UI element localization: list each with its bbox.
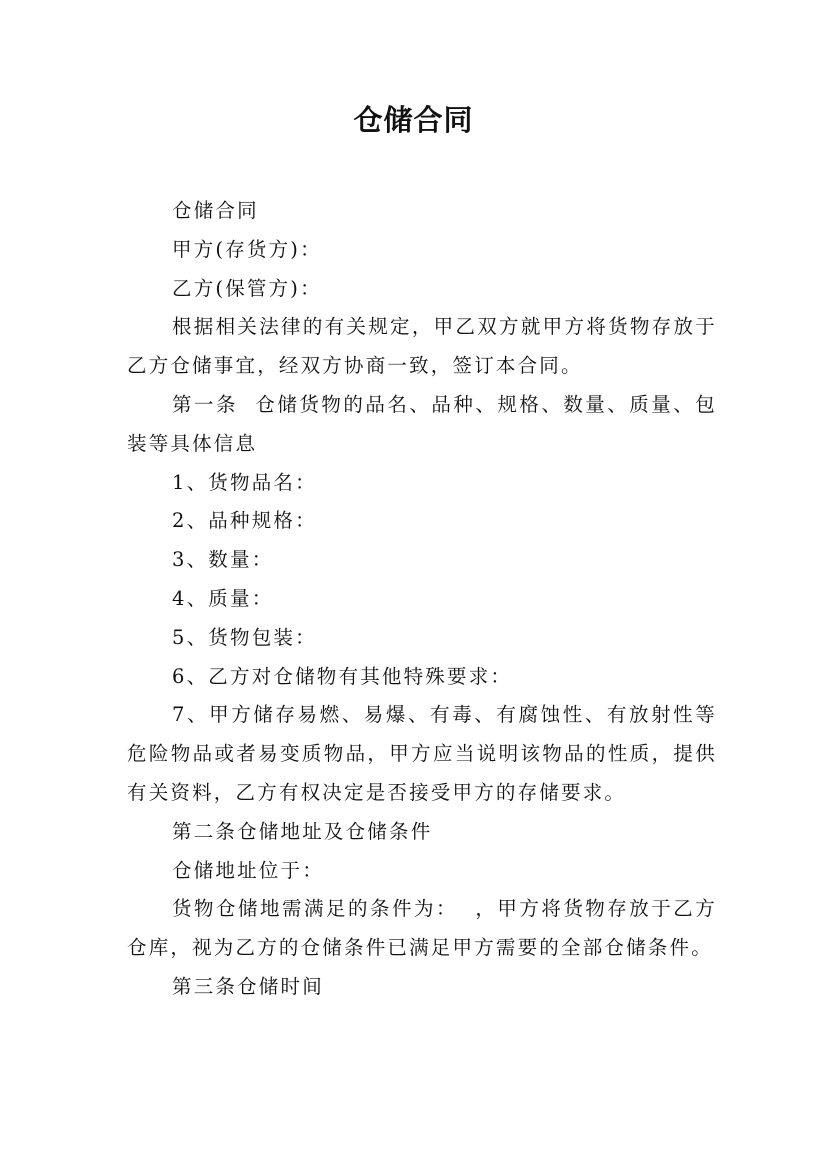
paragraph-party-a: 甲方(存货方)： (172, 237, 322, 261)
paragraph-article-3: 第三条仓储时间 (172, 974, 324, 998)
paragraph-item-2: 2、品种规格： (172, 509, 317, 533)
paragraph-item-1: 1、货物品名： (172, 470, 317, 494)
paragraph-item-6: 6、乙方对仓储物有其他特殊要求： (172, 664, 513, 688)
paragraph-preamble: 根据相关法律的有关规定，甲乙双方就甲方将货物存放于乙方仓储事宜，经双方协商一致，签订本合同。 (127, 315, 717, 378)
document-body (127, 192, 717, 1007)
paragraph-item-3: 3、数量： (172, 548, 274, 572)
paragraph-storage-address: 仓储地址位于： (172, 858, 324, 882)
paragraph-party-b: 乙方(保管方)： (172, 276, 322, 300)
paragraph-item-5: 5、货物包装： (172, 625, 317, 649)
paragraph-contract-name: 仓储合同 (172, 199, 259, 222)
paragraph-storage-conditions: 货物仓储地需满足的条件为： ，甲方将货物存放于乙方仓库，视为乙方的仓储条件已满足甲方需要的全部仓储条件。 (127, 897, 717, 960)
paragraph-item-4: 4、质量： (172, 586, 274, 610)
document-title: 仓储合同 (353, 103, 474, 137)
paragraph-item-7: 7、甲方储存易燃、易爆、有毒、有腐蚀性、有放射性等危险物品或者易变质物品，甲方应当说明该物品的性质，提供有关资料，乙方有权决定是否接受甲方的存储要求。 (127, 703, 717, 804)
paragraph-article-1: 第一条 仓储货物的品名、品种、规格、数量、质量、包装等具体信息 (127, 392, 717, 455)
paragraph-article-2: 第二条仓储地址及仓储条件 (172, 819, 433, 843)
